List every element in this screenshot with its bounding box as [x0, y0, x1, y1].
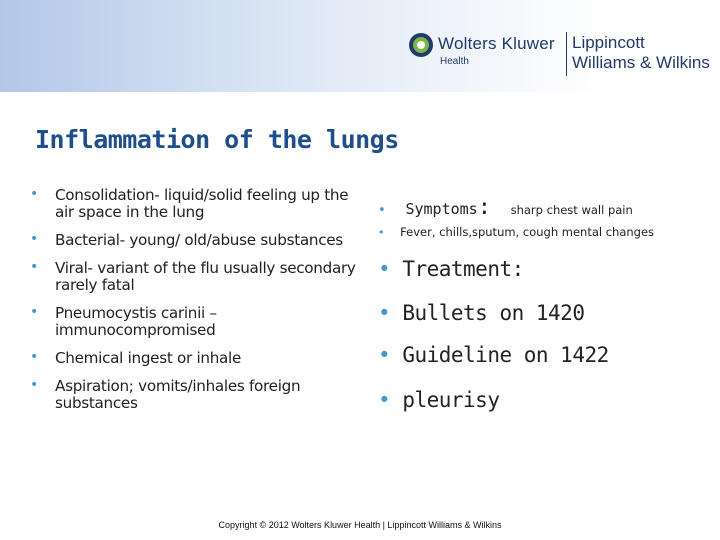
header-banner — [0, 0, 720, 92]
fever-line — [378, 225, 654, 239]
bullet-icon: • — [30, 259, 38, 275]
big-bullet-item: • Guideline on 1422 — [378, 343, 609, 367]
list-item: • Bacterial- young/ old/abuse substances — [30, 231, 343, 249]
list-item: • Pneumocystis carinii – immunocompromised — [30, 304, 217, 339]
symptoms-detail: sharp chest wall pain — [510, 203, 633, 217]
symptoms-colon: : — [477, 195, 491, 220]
bullet-icon: • — [378, 257, 391, 281]
left-bullet-list — [30, 187, 360, 423]
bullet-icon: • — [378, 226, 385, 239]
wolters-kluwer-logo-icon — [408, 32, 434, 58]
imprint-line-2: Williams & Wilkins — [572, 53, 710, 72]
bullet-icon: • — [30, 186, 38, 202]
bullet-icon: • — [378, 301, 391, 325]
list-item: • Aspiration; vomits/inhales foreign substances — [30, 377, 301, 412]
symptoms-label: Symptoms — [405, 200, 478, 218]
bullet-icon: • — [30, 349, 38, 365]
copyright-footer: Copyright © 2012 Wolters Kluwer Health | Lippincott Williams & Wilkins — [218, 520, 502, 530]
list-item: • Viral- variant of the flu usually secondary rarely fatal — [30, 259, 356, 294]
list-item: • Consolidation- liquid/solid feeling up the air space in the lung — [30, 186, 349, 221]
bullet-icon: • — [378, 343, 391, 367]
bullet-icon: • — [378, 388, 391, 412]
big-bullet-item: • pleurisy — [378, 388, 500, 412]
brand-name: Wolters Kluwer — [438, 34, 555, 53]
brand-subtitle: Health — [440, 56, 469, 67]
fever-text: Fever, chills,sputum, cough mental changes — [400, 225, 655, 239]
big-bullet-item: • Treatment: — [378, 257, 524, 281]
bullet-icon: • — [30, 377, 38, 393]
bullet-icon: • — [378, 203, 386, 218]
symptoms-line — [378, 195, 633, 220]
big-bullet-item: • Bullets on 1420 — [378, 301, 585, 325]
imprint-line-1: Lippincott — [572, 33, 645, 52]
bullet-icon: • — [30, 304, 38, 320]
list-item: • Chemical ingest or inhale — [30, 349, 242, 367]
bullet-icon: • — [30, 231, 38, 247]
slide-title: Inflammation of the lungs — [35, 125, 399, 154]
logo-divider — [566, 32, 567, 76]
